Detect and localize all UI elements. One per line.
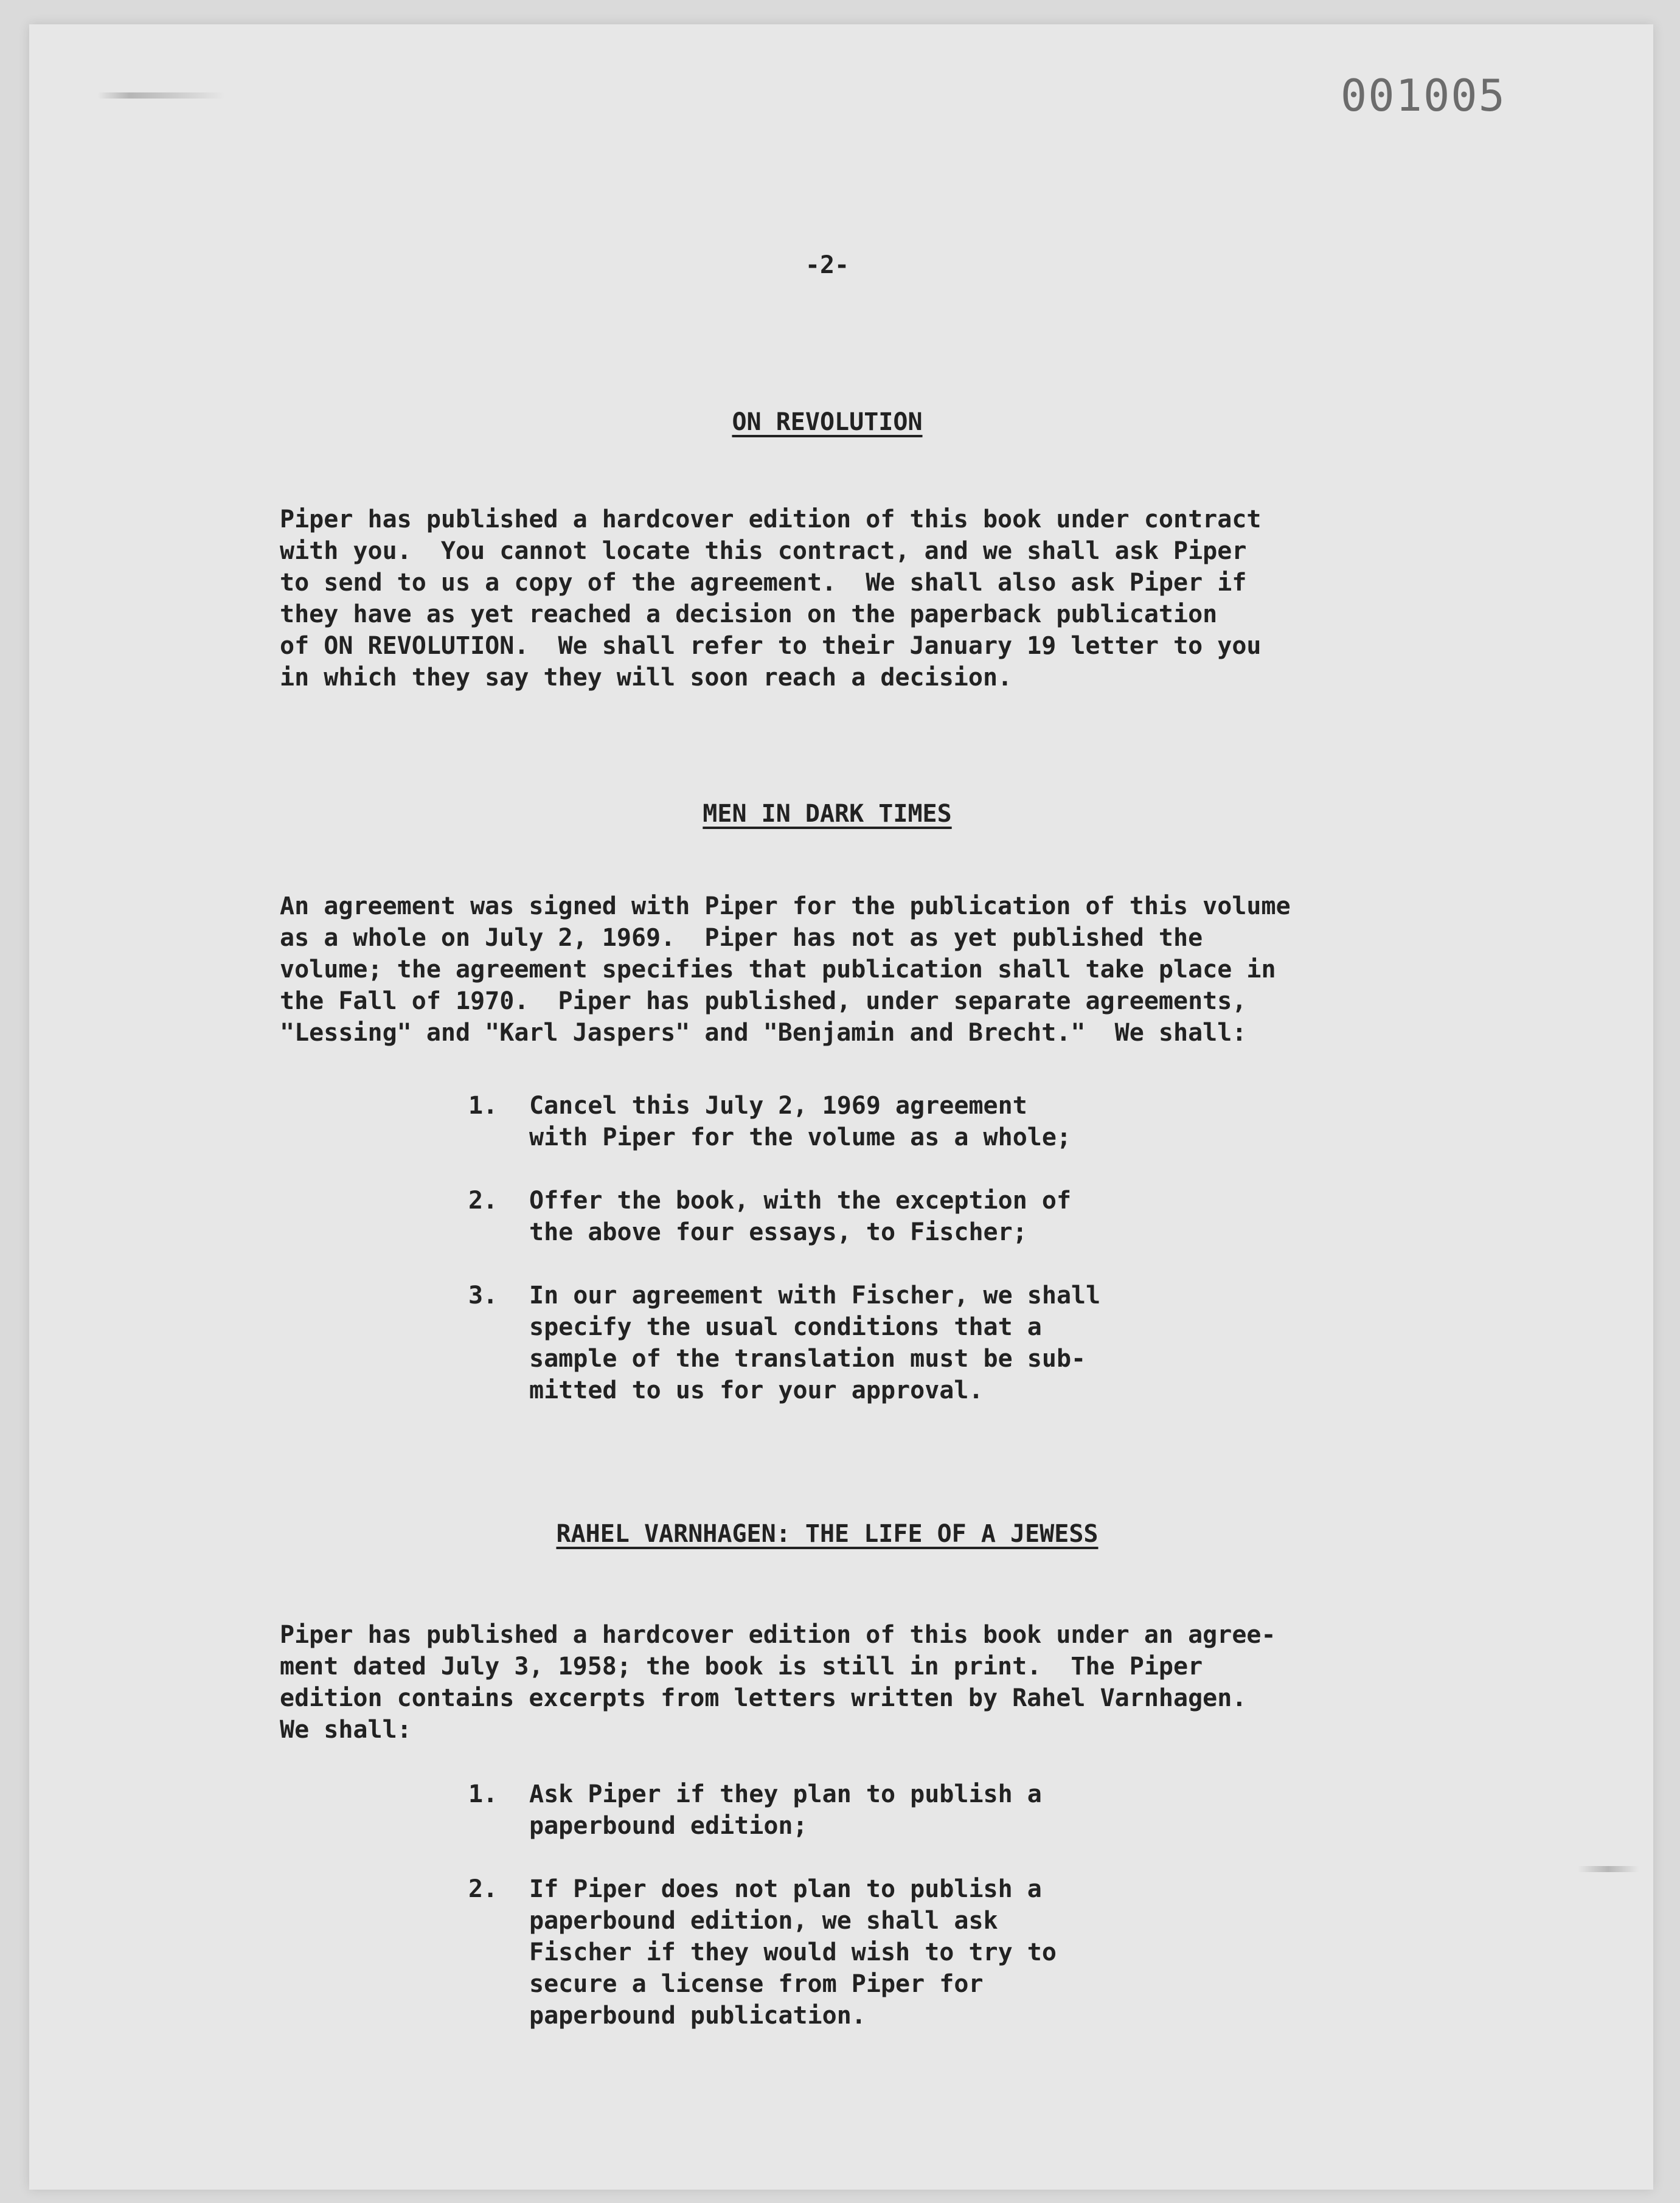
scan-smudge	[1578, 1866, 1639, 1872]
list-item-number: 2.	[468, 1187, 498, 1215]
list-item	[280, 1090, 1435, 1153]
scan-smudge	[97, 92, 225, 99]
page-number: -2-	[805, 251, 850, 279]
list-item-text: Ask Piper if they plan to publish a paperbound edition;	[529, 1780, 1042, 1840]
list-item-text: If Piper does not plan to publish a paperbound edition, we shall ask Fischer if they would wish to try to secure a license from Piper for paperbound publication.	[529, 1875, 1057, 2030]
section-heading-men-in-dark-times: MEN IN DARK TIMES	[703, 800, 952, 828]
list-item-number: 1.	[468, 1780, 498, 1808]
list-item	[280, 1185, 1435, 1248]
section-paragraph-men-in-dark-times: An agreement was signed with Piper for the publication of this volume as a whole on July 2, 1969. Piper has not as yet published the volume; the agreement specifies that publication shall take place in the Fall of 1970. Piper has published, under separate agreements, "Lessing" and "Karl Jaspers" and "Benjamin and Brecht." We shall:	[280, 892, 1291, 1047]
list-item-number: 2.	[468, 1875, 498, 1903]
list-item-number: 3.	[468, 1282, 498, 1310]
list-item	[280, 1873, 1435, 2031]
list-item-text: In our agreement with Fischer, we shall specify the usual conditions that a sample of the translation must be sub- mitted to us for your approval.	[529, 1282, 1101, 1404]
list-item-number: 1.	[468, 1092, 498, 1120]
document-page	[29, 24, 1653, 2190]
numbered-list-rahel-varnhagen	[280, 1778, 1435, 2063]
serial-number: 001005	[1340, 70, 1506, 121]
section-paragraph-rahel-varnhagen: Piper has published a hardcover edition of this book under an agree- ment dated July 3, 1958; the book is still in print. The Piper edition contains excerpts from letters written by Rahel Varnhagen. We shall:	[280, 1621, 1276, 1744]
list-item	[280, 1778, 1435, 1842]
section-paragraph-on-revolution: Piper has published a hardcover edition of this book under contract with you. You cannot locate this contract, and we shall ask Piper to send to us a copy of the agreement. We shall also ask Piper if they have as yet reached a decision on the paperback publication of ON REVOLUTION. We shall refer to their January 19 letter to you in which they say they will soon reach a decision.	[280, 505, 1262, 692]
numbered-list-men-in-dark-times	[280, 1090, 1435, 1438]
list-item-text: Cancel this July 2, 1969 agreement with Piper for the volume as a whole;	[529, 1092, 1072, 1151]
list-item	[280, 1280, 1435, 1406]
section-heading-on-revolution: ON REVOLUTION	[732, 408, 923, 436]
list-item-text: Offer the book, with the exception of the above four essays, to Fischer;	[529, 1187, 1072, 1246]
section-heading-rahel-varnhagen: RAHEL VARNHAGEN: THE LIFE OF A JEWESS	[556, 1520, 1099, 1548]
